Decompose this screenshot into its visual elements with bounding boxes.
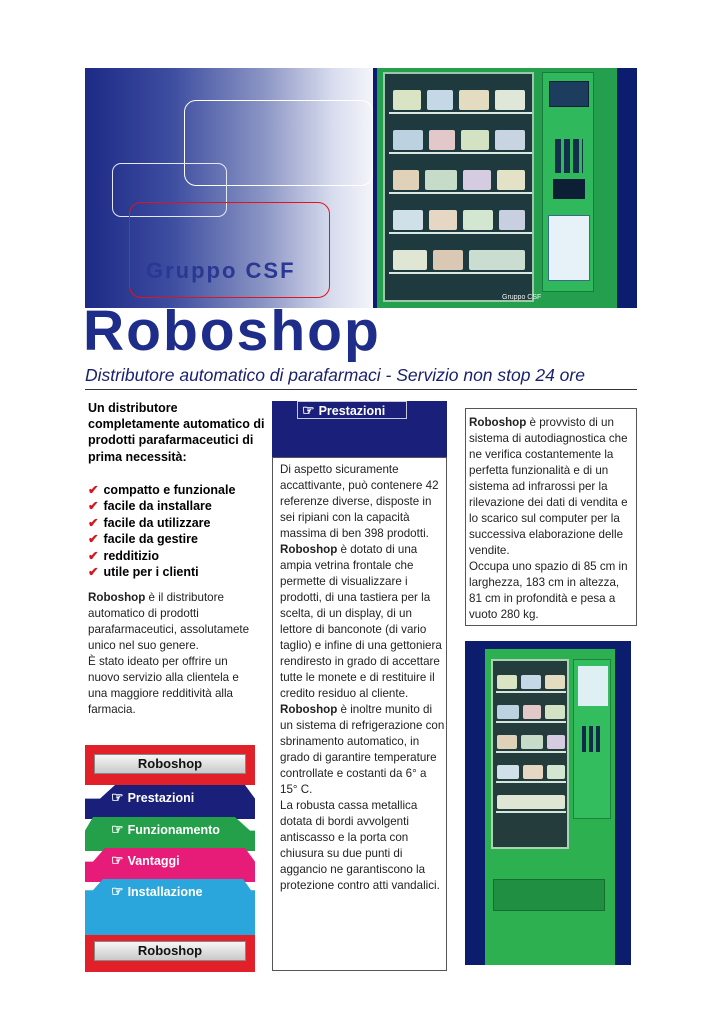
product <box>497 170 525 190</box>
feature-label: redditizio <box>103 548 160 563</box>
shelf <box>389 272 532 274</box>
vending-machine-body <box>377 68 617 308</box>
check-icon: ✔ <box>88 548 99 563</box>
product <box>393 130 423 150</box>
brand-name: Gruppo CSF <box>146 258 296 283</box>
paragraph <box>280 702 445 798</box>
product <box>497 705 519 719</box>
feature-label: compatto e funzionale <box>103 483 236 497</box>
list-item <box>88 531 268 547</box>
vending-machine-body <box>485 649 615 965</box>
product <box>425 170 457 190</box>
product <box>521 675 541 689</box>
shelf <box>496 781 566 783</box>
shelf <box>496 751 566 753</box>
tab-label: Prestazioni <box>318 404 386 418</box>
check-icon: ✔ <box>88 515 99 530</box>
check-icon: ✔ <box>88 532 99 547</box>
vending-machine-window <box>491 659 569 849</box>
paragraph-text: è il distributore automatico di prodotti parafarmaceutici, assolutamete unico nel suo genere. <box>88 591 250 652</box>
product <box>429 130 455 150</box>
product <box>497 795 565 809</box>
keypad <box>582 726 602 752</box>
shelf <box>389 152 532 154</box>
feature-label: facile da gestire <box>103 532 198 547</box>
list-item <box>88 548 268 564</box>
product <box>545 675 565 689</box>
product <box>497 765 519 779</box>
pointing-hand-icon: ☞ <box>111 883 124 899</box>
left-body-text <box>88 590 260 718</box>
nav-item-label: Prestazioni <box>127 791 195 805</box>
paragraph <box>280 542 445 702</box>
product <box>433 250 463 270</box>
vending-machine-control-panel <box>542 72 594 292</box>
nav-item-funzionamento[interactable] <box>111 821 261 843</box>
feature-label: facile da utilizzare <box>103 515 211 530</box>
product <box>429 210 457 230</box>
header-banner <box>85 68 637 308</box>
product-name: Roboshop <box>469 416 527 429</box>
nav-item-prestazioni[interactable] <box>111 789 261 811</box>
product <box>497 675 517 689</box>
display-panel <box>578 666 608 706</box>
product <box>427 90 453 110</box>
product <box>547 765 565 779</box>
list-item <box>88 498 268 514</box>
list-item <box>88 564 268 580</box>
product <box>393 250 427 270</box>
list-item <box>88 515 268 531</box>
machine-brand-label: Gruppo CSF <box>502 294 542 301</box>
product <box>545 705 565 719</box>
paragraph: Di aspetto sicuramente accattivante, può contenere 42 referenze diverse, disposte in sei ripiani con la capacità massima di ben 398 prodotti. <box>280 463 439 540</box>
product <box>495 90 525 110</box>
product <box>523 765 543 779</box>
vending-machine-photo-full <box>465 641 631 965</box>
product <box>393 210 423 230</box>
feature-label: utile per i clienti <box>103 565 199 580</box>
page-title: Roboshop <box>83 299 381 363</box>
paragraph <box>88 590 260 654</box>
section-header-prestazioni <box>272 401 447 457</box>
paragraph-text: è provvisto di un sistema di autodiagnostica che ne verifica costantemente la perfetta funzionalità e di un sistema ad infrarossi per la rilevazione dei dati di vendita e lo scarico sul computer per la successiva elaborazione delle vendite. <box>469 416 628 557</box>
nav-roboshop-bottom-button[interactable]: Roboshop <box>94 941 246 961</box>
paragraph: È stato ideato per offrire un nuovo servizio alla clientela e una maggiore redditività alla farmacia. <box>88 655 239 716</box>
keypad <box>555 139 583 173</box>
product <box>459 90 489 110</box>
paragraph <box>469 415 635 559</box>
vending-machine-window <box>383 72 534 302</box>
dispensing-tray <box>493 879 605 911</box>
product <box>495 130 525 150</box>
paragraph: Occupa uno spazio di 85 cm in larghezza, 183 cm in altezza, 81 cm in profondità e pesa a vuoto 280 kg. <box>469 560 628 621</box>
shelf <box>496 811 566 813</box>
nav-item-label: Funzionamento <box>127 823 220 837</box>
nav-roboshop-top-button[interactable]: Roboshop <box>94 754 246 774</box>
product <box>393 170 419 190</box>
paragraph: La robusta cassa metallica dotata di bordi avvolgenti antiscasso e la porta con chiusura su due punti di aggancio ne garantiscono la protezione contro atti vandalici. <box>280 799 440 892</box>
product <box>393 90 421 110</box>
product <box>463 210 493 230</box>
pointing-hand-icon: ☞ <box>111 789 124 805</box>
instructions-label <box>548 215 590 281</box>
paragraph-text: è dotato di una ampia vetrina frontale che permette di visualizzare i prodotti, di una tastiera per la scelta, di un display, di un lettore di banconote (di vario taglio) e infine di una gettoniera rendiresto in grado di accettare tutte le monete e di restituire il credito residuo al cliente. <box>280 543 442 700</box>
product <box>469 250 525 270</box>
pointing-hand-icon: ☞ <box>302 402 315 418</box>
product <box>461 130 489 150</box>
shelf <box>389 112 532 114</box>
section-navigation <box>85 745 255 972</box>
vending-machine-photo <box>373 68 637 308</box>
shelf <box>389 192 532 194</box>
intro-heading: Un distributore completamente automatico di prodotti parafarmaceutici di prima necessità: <box>88 401 265 464</box>
feature-label: facile da installare <box>103 499 212 514</box>
product-name: Roboshop <box>280 703 338 716</box>
shelf <box>496 691 566 693</box>
list-item <box>88 482 268 498</box>
shelf <box>389 232 532 234</box>
check-icon: ✔ <box>88 499 99 514</box>
pointing-hand-icon: ☞ <box>111 821 124 837</box>
nav-item-installazione[interactable] <box>111 883 261 905</box>
nav-item-vantaggi[interactable] <box>111 852 261 874</box>
paragraph-text: è inoltre munito di un sistema di refrigerazione con sbrinamento automatico, in grado di garantire temperature controllate e costanti da 6° a 15° C. <box>280 703 445 796</box>
product-name: Roboshop <box>280 543 338 556</box>
product-name: Roboshop <box>88 591 146 604</box>
nav-item-label: Vantaggi <box>127 854 180 868</box>
title-divider <box>85 389 637 390</box>
product <box>499 210 525 230</box>
product <box>523 705 541 719</box>
vending-machine-control-panel <box>573 659 611 819</box>
middle-body-text <box>280 462 445 894</box>
product <box>547 735 565 749</box>
shelf <box>496 721 566 723</box>
feature-list <box>88 482 268 580</box>
page-subtitle: Distributore automatico di parafarmaci - Servizio non stop 24 ore <box>85 365 585 385</box>
nav-item-label: Installazione <box>127 885 203 899</box>
tab-prestazioni[interactable] <box>297 401 407 419</box>
check-icon: ✔ <box>88 565 99 580</box>
product <box>521 735 543 749</box>
display-panel <box>549 81 589 107</box>
product <box>497 735 517 749</box>
banknote-reader <box>553 179 585 199</box>
product <box>463 170 491 190</box>
pointing-hand-icon: ☞ <box>111 852 124 868</box>
check-icon: ✔ <box>88 483 99 497</box>
right-body-text <box>469 415 635 623</box>
